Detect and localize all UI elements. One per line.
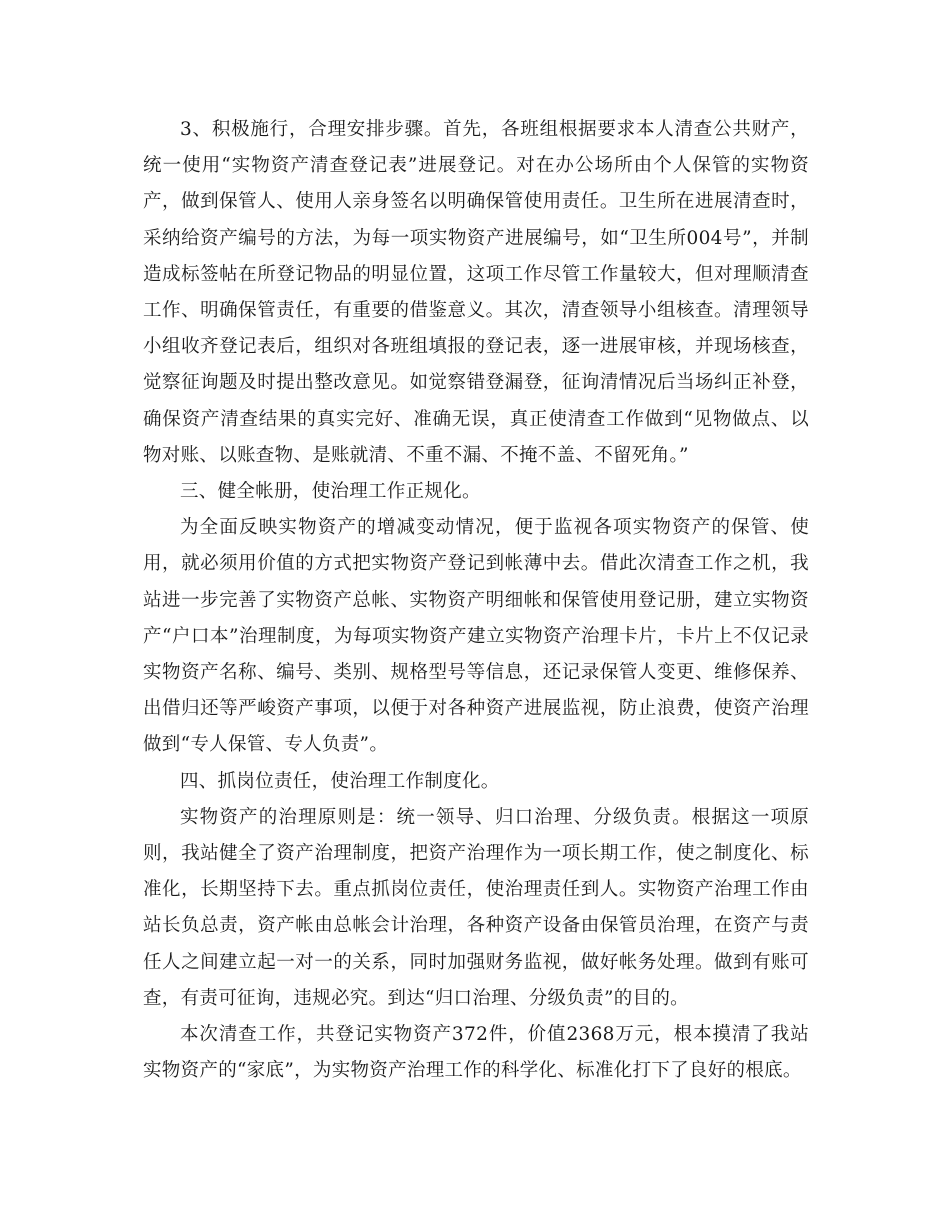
document-body (143, 112, 809, 1089)
paragraph-inventory-steps: 3、积极施行，合理安排步骤。首先，各班组根据要求本人清查公共财产，统一使用“实物资产清查登记表”进展登记。对在办公场所由个人保管的实物资产，做到保管人、使用人亲身签名以明确保管使用责任。卫生所在进展清查时，采纳给资产编号的方法，为每一项实物资产进展编号，如“卫生所004号”，并制造成标签帖在所登记物品的明显位置，这项工作尽管工作量较大，但对理顺清查工作、明确保管责任，有重要的借鉴意义。其次，清查领导小组核查。清理领导小组收齐登记表后，组织对各班组填报的登记表，逐一进展审核，并现场核查，觉察征询题及时提出整改意见。如觉察错登漏登，征询清情况后当场纠正补登，确保资产清查结果的真实完好、准确无误，真正使清查工作做到“见物做点、以物对账、以账查物、是账就清、不重不漏、不掩不盖、不留死角。” (143, 119, 809, 466)
paragraph-ledger: 为全面反映实物资产的增减变动情况，便于监视各项实物资产的保管、使用，就必须用价值的方式把实物资产登记到帐薄中去。借此次清查工作之机，我站进一步完善了实物资产总帐、实物资产明细帐和保管使用登记册，建立实物资产“户口本”治理制度，为每项实物资产建立实物资产治理卡片，卡片上不仅记录实物资产名称、编号、类别、规格型号等信息，还记录保管人变更、维修保养、出借归还等严峻资产事项，以便于对各种资产进展监视，防止浪费，使资产治理做到“专人保管、专人负责”。 (143, 517, 809, 756)
paragraph-responsibility: 实物资产的治理原则是：统一领导、归口治理、分级负责。根据这一项原则，我站健全了资产治理制度，把资产治理作为一项长期工作，使之制度化、标准化，长期坚持下去。重点抓岗位责任，使治理责任到人。实物资产治理工作由站长负总责，资产帐由总帐会计治理，各种资产设备由保管员治理，在资产与责任人之间建立起一对一的关系，同时加强财务监视，做好帐务处理。做到有账可查，有责可征询，违规必究。到达“归口治理、分级负责”的目的。 (143, 806, 809, 1009)
paragraph-summary: 本次清查工作，共登记实物资产372件，价值2368万元，根本摸清了我站实物资产的“家底”，为实物资产治理工作的科学化、标准化打下了良好的根底。 (143, 1024, 809, 1082)
heading-responsibility-section: 四、抓岗位责任，使治理工作制度化。 (180, 770, 500, 792)
heading-ledger-section: 三、健全帐册，使治理工作正规化。 (180, 481, 481, 503)
